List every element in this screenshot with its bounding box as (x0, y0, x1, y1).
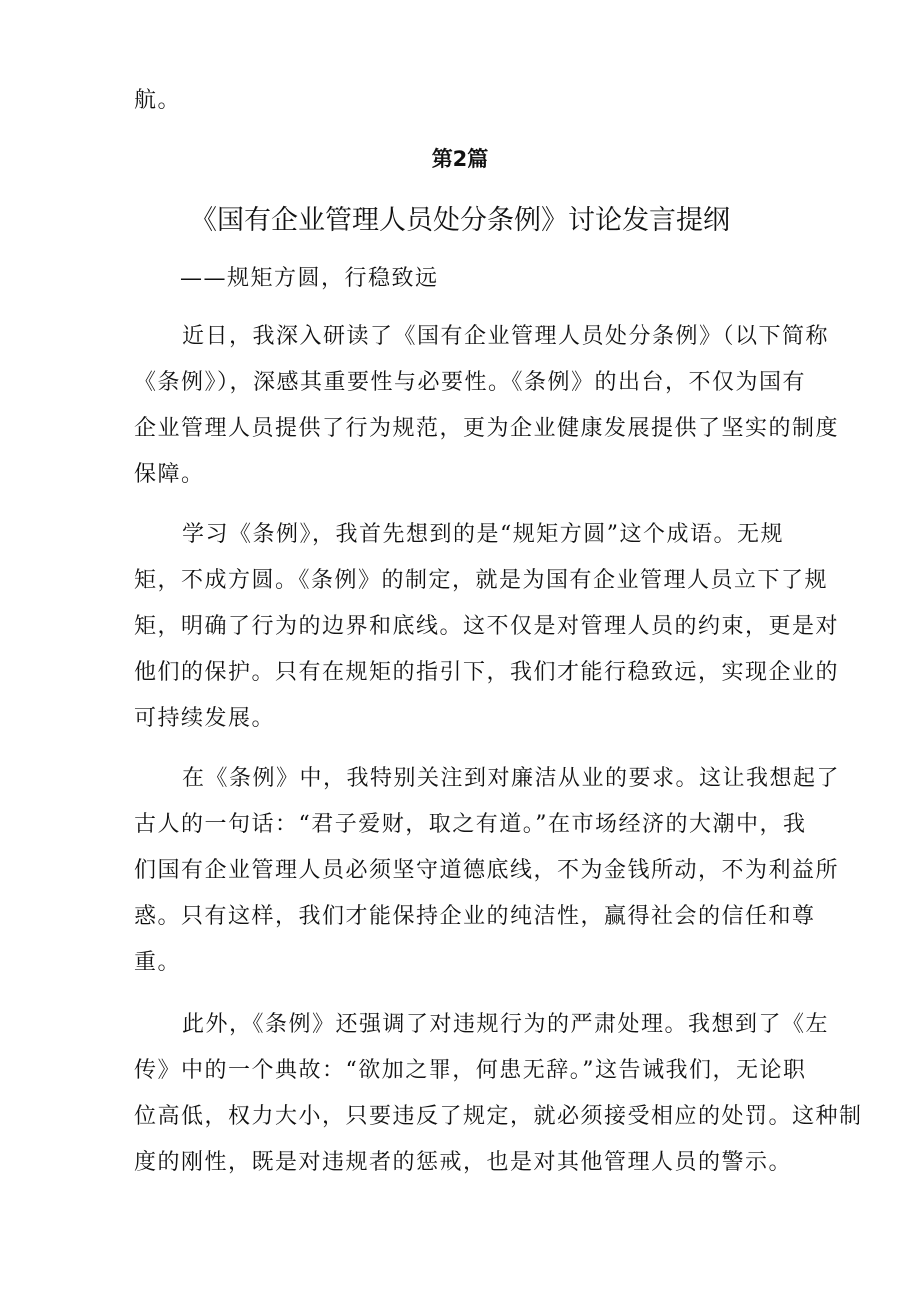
paragraph-line: 位高低，权力大小，只要违反了规定，就必须接受相应的处罚。这种制 (134, 1104, 863, 1129)
paragraph-line: 学习《条例》，我首先想到的是“规矩方圆”这个成语。无规 (182, 522, 784, 547)
paragraph-line: 重。 (134, 950, 182, 975)
paragraph-line: 他们的保护。只有在规矩的指引下，我们才能行稳致远，实现企业的 (134, 660, 840, 685)
paragraph-line: 此外，《条例》还强调了对违规行为的严肃处理。我想到了《左 (182, 1012, 830, 1037)
paragraph-line: 矩，不成方圆。《条例》的制定，就是为国有企业管理人员立下了规 (134, 568, 829, 593)
paragraph-line: 们国有企业管理人员必须坚守道德底线，不为金钱所动，不为利益所 (134, 858, 840, 883)
document-subtitle: ——规矩方圆，行稳致远 (180, 266, 439, 291)
paragraph-line: 矩，明确了行为的边界和底线。这不仅是对管理人员的约束，更是对 (134, 614, 840, 639)
paragraph-line: 企业管理人员提供了行为规范，更为企业健康发展提供了坚实的制度 (134, 416, 840, 441)
paragraph-line: 保障。 (134, 462, 205, 487)
paragraph-line: 《条例》），深感其重要性与必要性。《条例》的出台，不仅为国有 (134, 370, 807, 395)
carryover-line: 航。 (134, 88, 182, 113)
paragraph-line: 近日，我深入研读了《国有企业管理人员处分条例》（以下简称 (182, 324, 830, 349)
paragraph-line: 古人的一句话：“君子爱财，取之有道。”在市场经济的大潮中，我 (134, 812, 807, 837)
paragraph-line: 在《条例》中，我特别关注到对廉洁从业的要求。这让我想起了 (182, 766, 841, 791)
paragraph-line: 惑。只有这样，我们才能保持企业的纯洁性，赢得社会的信任和尊 (134, 904, 816, 929)
document-title: 《国有企业管理人员处分条例》讨论发言提纲 (190, 205, 730, 236)
section-label: 第2篇 (431, 147, 489, 171)
paragraph-line: 可持续发展。 (134, 706, 276, 731)
paragraph-line: 度的刚性，既是对违规者的惩戒，也是对其他管理人员的警示。 (134, 1150, 793, 1175)
paragraph-line: 传》中的一个典故：“欲加之罪，何患无辞。”这告诫我们，无论职 (134, 1058, 807, 1083)
